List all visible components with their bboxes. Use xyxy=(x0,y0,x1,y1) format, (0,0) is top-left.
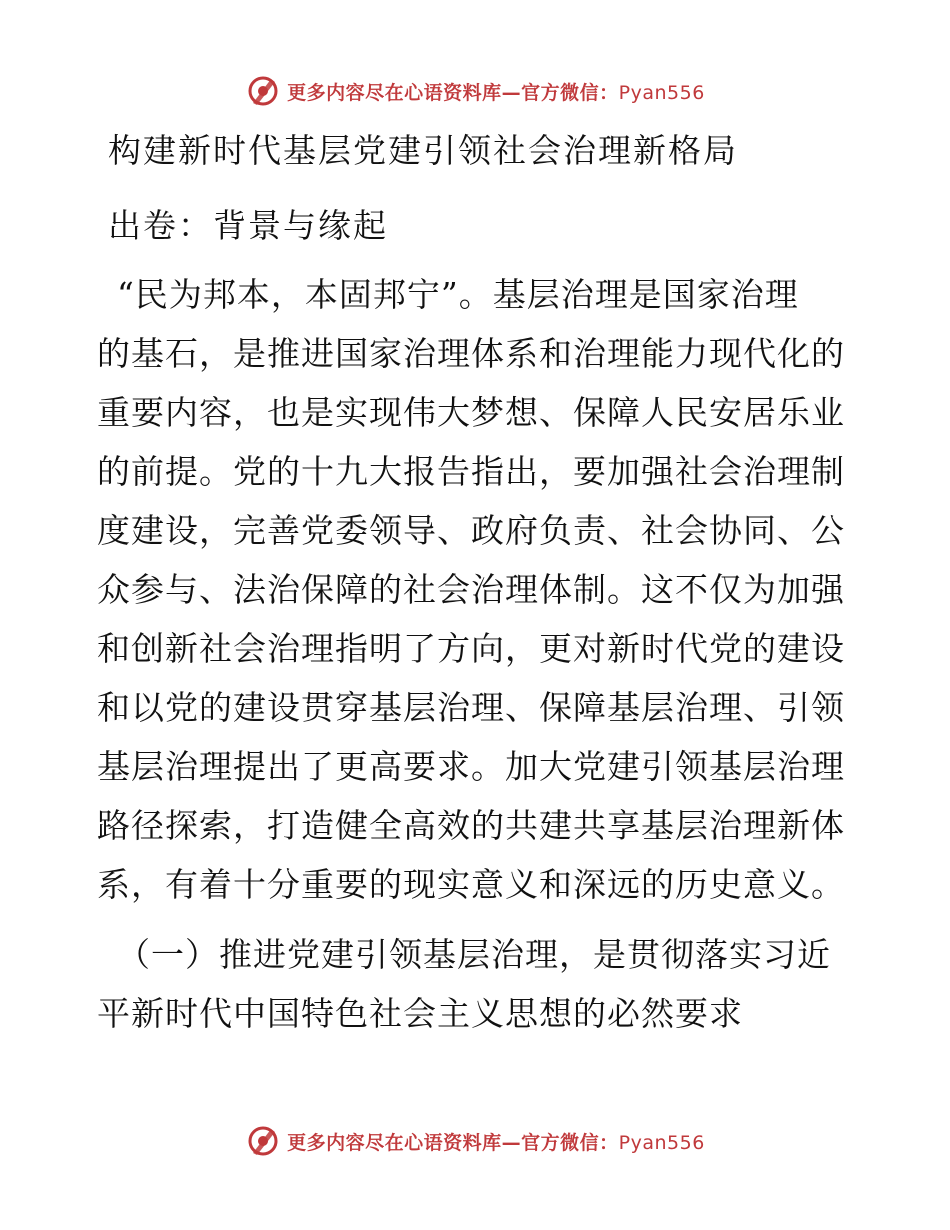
text-line: （一）推进党建引领基层治理，是贯彻落实习近 xyxy=(117,935,831,974)
text-line: 的基石，是推进国家治理体系和治理能力现代化的 xyxy=(97,334,845,373)
wechat-id: Pyan556 xyxy=(618,81,705,104)
text-line: “民为邦本，本固邦宁”。基层治理是国家治理 xyxy=(117,275,799,314)
quill-logo-icon xyxy=(245,1123,281,1159)
header-watermark xyxy=(0,71,950,111)
text-line: 和以党的建设贯穿基层治理、保障基层治理、引领 xyxy=(97,688,845,727)
text-line: 和创新社会治理指明了方向，更对新时代党的建设 xyxy=(97,629,845,668)
section-heading: 出卷：背景与缘起 xyxy=(108,206,388,245)
text-line: 平新时代中国特色社会主义思想的必然要求 xyxy=(97,994,743,1033)
text-line: 度建设，完善党委领导、政府负责、社会协同、公 xyxy=(97,511,845,550)
quill-logo-icon xyxy=(245,73,281,109)
text-line: 重要内容，也是实现伟大梦想、保障人民安居乐业 xyxy=(97,393,845,432)
text-line: 路径探索，打造健全高效的共建共享基层治理新体 xyxy=(97,806,845,845)
footer-watermark xyxy=(0,1121,950,1161)
text-line: 基层治理提出了更高要求。加大党建引领基层治理 xyxy=(97,747,845,786)
paragraph-section-one xyxy=(97,925,857,1043)
wechat-id: Pyan556 xyxy=(618,1131,705,1154)
text-line: 众参与、法治保障的社会治理体制。这不仅为加强 xyxy=(97,570,845,609)
text-line: 的前提。党的十九大报告指出，要加强社会治理制 xyxy=(97,452,845,491)
text-line: 系，有着十分重要的现实意义和深远的历史意义。 xyxy=(97,865,845,904)
paragraph-intro xyxy=(97,265,857,914)
watermark-text: 更多内容尽在心语资料库—官方微信：Pyan556 xyxy=(287,1131,705,1154)
watermark-text: 更多内容尽在心语资料库—官方微信：Pyan556 xyxy=(287,81,705,104)
document-title: 构建新时代基层党建引领社会治理新格局 xyxy=(108,131,738,170)
